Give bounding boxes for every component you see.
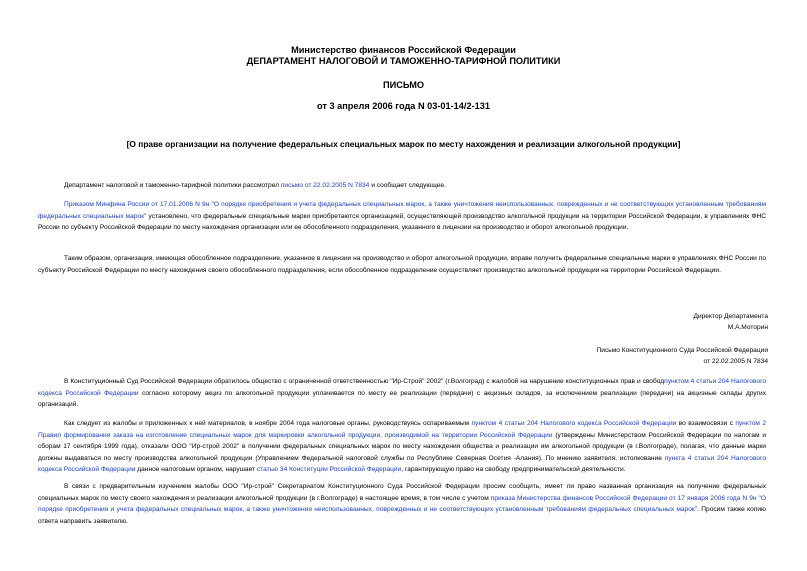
letter-ref-line-2: от 22.02.2005 N 7834 (703, 358, 768, 365)
paragraph-text: данное налоговым органом, нарушает (135, 466, 257, 473)
signature-name: М.А.Моторин (727, 324, 768, 331)
link-article-204[interactable]: пунктом 4 статьи 204 Налогового кодекса Российской Федерации (471, 420, 677, 427)
paragraph-text: (утверждены Министерством Российской Федерации по налогам и сборам 17 сентября 1999 года), отказали ООО "Ир-строй 2002" в получении федеральных специальных марок по месту нахождения общества и реализации им алкогольной продукции (в г.Волгограде), полагая, что данные марки должны выдаваться по месту производства алкогольной продукции (Управлением Федеральной налоговой службы по Республике Северная Осетия -Алания). По мнению заявителя, истолкование (38, 431, 767, 462)
paragraph-4 (38, 376, 766, 411)
paragraph-text: Как следует из жалобы и приложенных к ней материалов, в ноябре 2004 года налоговые органы, руководствуясь оспариваемым (64, 420, 472, 427)
document-title: [О праве организации на получение федеральных специальных марок по месту нахождения и реализации алкогольной продукции] (126, 139, 681, 149)
ministry-name: Министерство финансов Российской Федерации (291, 45, 516, 55)
letter-ref-line-1: Письмо Конституционного Суда Российской Федерации (596, 347, 768, 354)
paragraph-text: . Просим также копию ответа направить заявителю. (38, 506, 766, 525)
paragraph-text: согласно которому акциз по алкогольной продукции уплачивается по месту ее реализации (передачи) с акцизных складов, за исключением реализации (передачи) на акцизные склады других организаций. (38, 389, 766, 408)
paragraph-text: установлено, что федеральные специальные марки приобретаются организацией, осуществляющей производство алкогольной продукции на территории Российской Федерации, в управлениях ФНС России по субъекту Российской Федерации по месту нахождения организации или ее обособленного подразделения, указанного в лицензии на производство и оборот алкогольной продукции. (38, 212, 766, 231)
paragraph-text: Департамент налоговой и таможенно-тарифной политики рассмотрел (64, 182, 281, 189)
link-rules-point-2[interactable]: пунктом 2 Правил формирования заказа на изготовление специальных марок для маркировки алкогольной продукции, производимой на территории Российской Федерации (38, 420, 766, 439)
link-order-9n[interactable]: приказа Министерства финансов Российской Федерации от 17 января 2006 года N 9н "О порядке приобретения и учета федеральных специальных марок, а также уничтожения неиспользованных, поврежденных и не соответствующих установленным требованиям федеральных специальных марок" (38, 494, 766, 513)
paragraph-text: и сообщает следующее. (369, 182, 446, 189)
paragraph-6 (38, 481, 766, 527)
link-order-9n[interactable]: Приказом Минфина России от 17.01.2006 N 9н "О порядке приобретения и учета федеральных специальных марок, а также уничтожения неиспользованных, поврежденных и не соответствующих установленным требованиям федеральных специальных марок" (38, 201, 766, 220)
link-constitution-article-34[interactable]: статью 34 Конституции Российской Федерации (256, 466, 402, 473)
paragraph-text: , гарантирующую право на свободу предпринимательской деятельности. (401, 466, 626, 473)
paragraph-5 (38, 418, 766, 476)
link-letter-7834[interactable]: письмо от 22.02.2005 N 7834 (280, 182, 370, 189)
document-type: ПИСЬМО (382, 80, 425, 90)
signature-position: Директор Департамента (693, 313, 768, 320)
paragraph-2 (38, 199, 766, 234)
paragraph-text: В связи с предварительным изучением жалобы ООО "Ир-строй" Секретариатом Конституционного Суда Российской Федерации просим сообщить, имеет ли право названная организация на получение федеральных специальных марок по месту своего нахождения и реализации алкогольной продукции (в г.Волгограде) в настоящее время, в том числе с учетом (38, 483, 766, 502)
paragraph-text: во взаимосвязи с (676, 420, 736, 427)
paragraph-3 (38, 253, 766, 276)
link-article-204[interactable]: пункта 4 статьи 204 Налогового кодекса Российской Федерации (38, 454, 766, 473)
department-name: ДЕПАРТАМЕНТ НАЛОГОВОЙ И ТАМОЖЕННО-ТАРИФНОЙ ПОЛИТИКИ (246, 56, 561, 66)
paragraph-1 (38, 180, 766, 192)
link-article-204[interactable]: пунктом 4 статьи 204 Налогового кодекса Российской Федерации (38, 378, 766, 397)
paragraph-text: В Конституционный Суд Российской Федерации обратилось общество с ограниченной ответственностью "Ир-Строй" 2002" (г.Волгоград) с жалобой на нарушение конституционных прав и свобод (64, 378, 665, 385)
paragraph-text: Таким образом, организация, имеющая обособленное подразделение, указанное в лицензии на производство и оборот алкогольной продукции, вправе получить федеральные специальные марки в управлениях ФНС России по субъекту Российской Федерации по месту нахождения своего обособленного подразделения, если обособленное подразделение осуществляет производство алкогольной продукции на территории Российской Федерации. (38, 255, 766, 274)
document-date: от 3 апреля 2006 года N 03-01-14/2-131 (317, 101, 490, 111)
